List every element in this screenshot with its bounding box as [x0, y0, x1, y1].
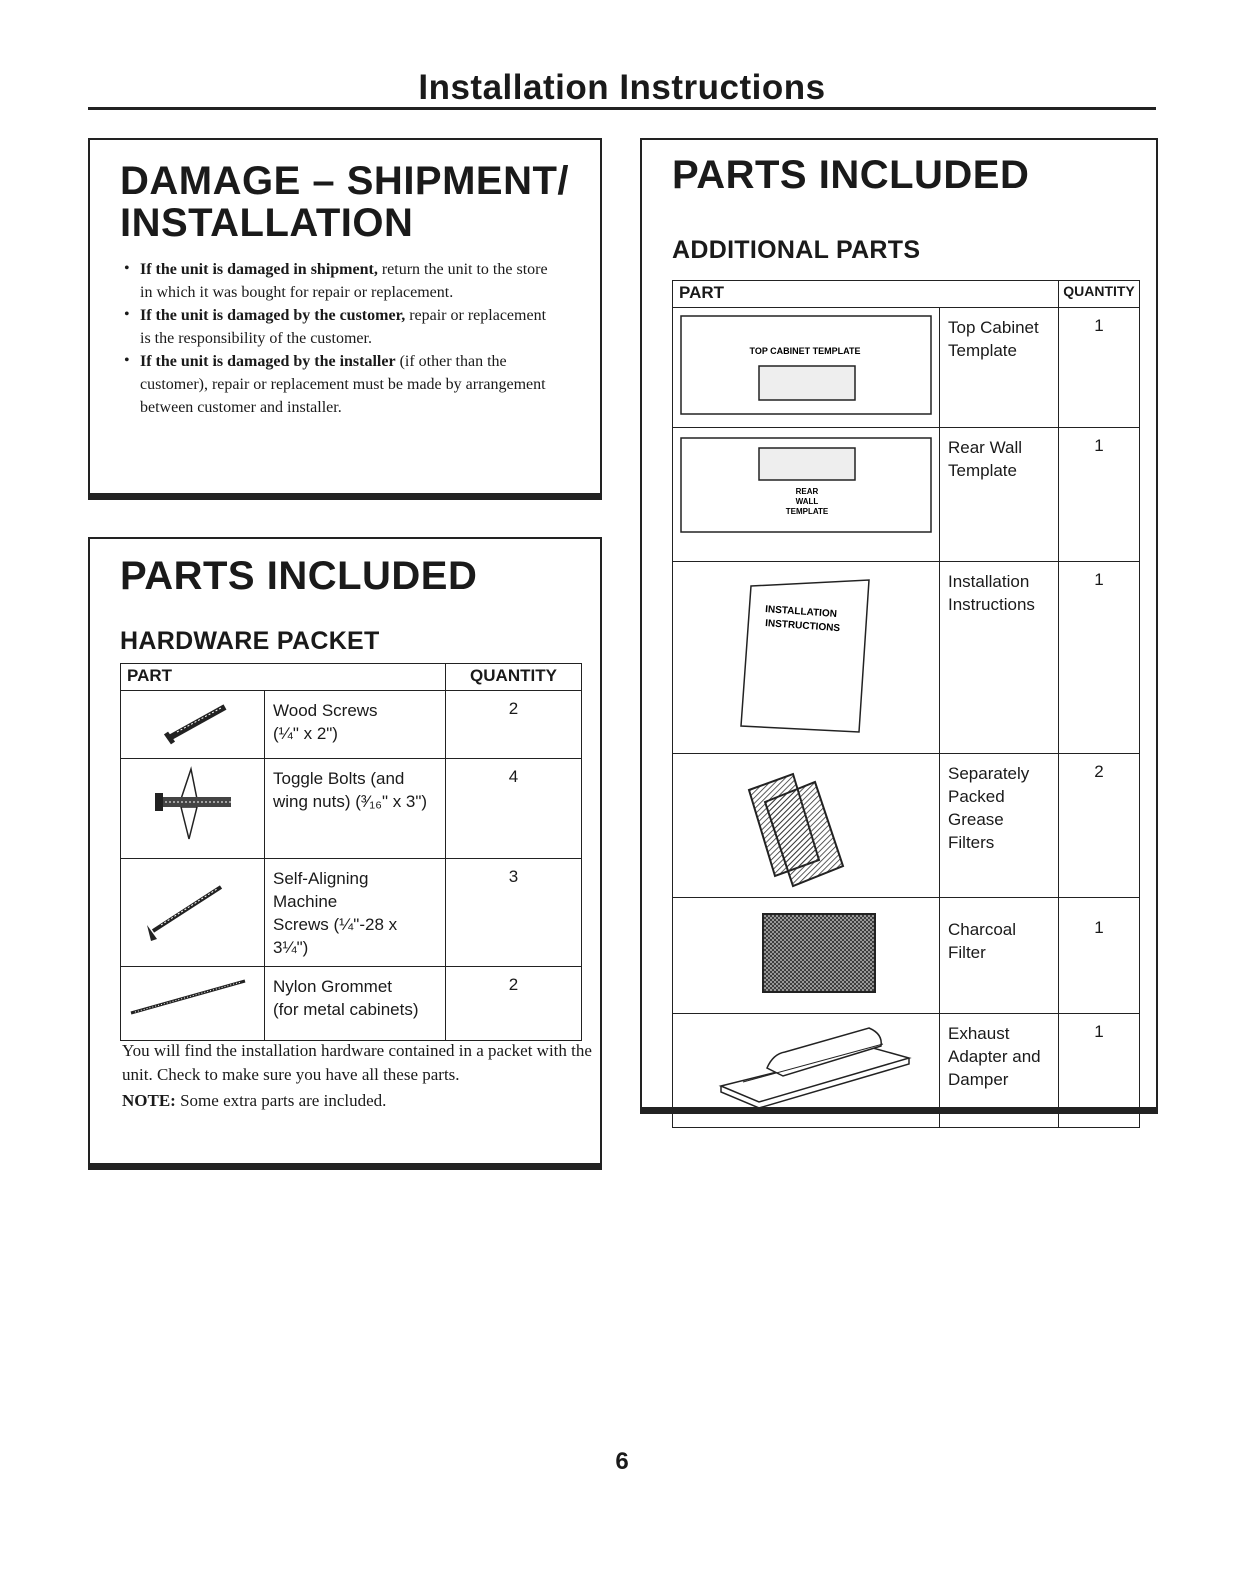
booklet-label-line: INSTALLATION: [764, 604, 838, 621]
part-illustration-cell: [673, 428, 940, 562]
wood-screw-icon: [121, 691, 264, 753]
table-row: [673, 898, 1140, 1014]
damage-bullet: • If the unit is damaged in shipment, return the unit to the store in which it was bought for repair or replacement.: [120, 258, 560, 304]
title-divider: [88, 107, 1156, 110]
template-label-line: TEMPLATE: [785, 507, 829, 516]
additional-subtitle: ADDITIONAL PARTS: [672, 236, 921, 264]
hardware-table: [120, 663, 582, 1041]
part-description: Separately Packed Grease Filters: [948, 764, 1030, 852]
toggle-bolt-icon: [121, 759, 264, 853]
part-description-cell: [940, 898, 1059, 1014]
charcoal-filter-icon: [673, 898, 939, 1008]
part-description: Wood Screws (¼" x 2"): [273, 701, 378, 743]
quantity-cell: [446, 859, 582, 967]
quantity-cell: [1059, 428, 1140, 562]
quantity-value: 2: [508, 699, 519, 718]
damage-title-line1: DAMAGE – SHIPMENT/: [120, 159, 570, 203]
quantity-value: 1: [1094, 918, 1104, 937]
additional-title: PARTS INCLUDED: [672, 153, 1030, 197]
quantity-cell: [1059, 308, 1140, 428]
damage-title-line2: INSTALLATION: [120, 201, 414, 245]
part-description-cell: [940, 428, 1059, 562]
part-illustration-cell: [121, 691, 265, 759]
col-part-header: PART: [121, 664, 446, 691]
quantity-value: 4: [508, 767, 519, 786]
quantity-cell: [446, 967, 582, 1041]
quantity-cell: [1059, 562, 1140, 754]
quantity-value: 1: [1094, 1022, 1104, 1041]
col-quantity-header: QUANTITY: [1059, 281, 1140, 308]
part-description: Installation Instructions: [948, 572, 1035, 614]
part-illustration-cell: [673, 308, 940, 428]
table-row: [121, 759, 582, 859]
quantity-cell: [446, 691, 582, 759]
table-row: [673, 754, 1140, 898]
part-description: Top Cabinet Template: [948, 318, 1039, 360]
grease-filters-icon: [673, 754, 939, 892]
part-illustration-cell: [121, 759, 265, 859]
page-number: 6: [615, 1448, 629, 1475]
part-description: Exhaust Adapter and Damper: [948, 1024, 1041, 1089]
part-description-cell: [265, 967, 446, 1041]
damage-bullet: • If the unit is damaged by the installer (if other than the customer), repair or replacement must be made by arrangement between customer and installer.: [120, 350, 560, 419]
table-row: [121, 691, 582, 759]
additional-box: [640, 138, 1158, 1114]
col-part-header: PART: [673, 281, 1059, 308]
booklet-label-line: INSTRUCTIONS: [764, 618, 841, 635]
table-row: [121, 859, 582, 967]
part-description: Charcoal Filter: [948, 920, 1017, 962]
template-label: TOP CABINET TEMPLATE: [749, 346, 861, 356]
part-description-cell: [940, 562, 1059, 754]
part-illustration-cell: [673, 1014, 940, 1128]
part-description: Self-Aligning Machine Screws (¼"-28 x 3¼"): [273, 869, 398, 957]
part-description-cell: [265, 691, 446, 759]
hardware-box: [88, 537, 602, 1170]
nylon-grommet-icon: [121, 967, 264, 1035]
table-row: [673, 308, 1140, 428]
quantity-value: 2: [1094, 762, 1104, 781]
damage-bullet-list: [120, 258, 560, 419]
template-label-line: WALL: [795, 497, 819, 506]
part-description-cell: [265, 859, 446, 967]
part-illustration-cell: [673, 562, 940, 754]
table-row: [673, 428, 1140, 562]
part-description: Nylon Grommet (for metal cabinets): [273, 977, 419, 1019]
quantity-value: 1: [1094, 316, 1104, 335]
exhaust-adapter-icon: [673, 1014, 939, 1122]
table-row: [673, 1014, 1140, 1128]
damage-box: [88, 138, 602, 500]
quantity-cell: [1059, 898, 1140, 1014]
part-illustration-cell: [121, 967, 265, 1041]
hardware-note-paragraph: You will find the installation hardware contained in a packet with the unit. Check to make sure you have all these parts.: [122, 1041, 592, 1084]
template-label-line: REAR: [795, 487, 819, 496]
damage-bullet: • If the unit is damaged by the customer, repair or replacement is the responsibility of the customer.: [120, 304, 560, 350]
part-illustration-cell: [673, 898, 940, 1014]
table-header-row: [121, 664, 582, 691]
quantity-cell: [1059, 1014, 1140, 1128]
machine-screw-icon: [121, 859, 264, 961]
additional-table: [672, 280, 1140, 1128]
part-illustration-cell: [121, 859, 265, 967]
quantity-value: 3: [508, 867, 519, 886]
installation-instructions-icon: [673, 562, 939, 748]
hardware-title: PARTS INCLUDED: [120, 554, 478, 598]
quantity-value: 1: [1094, 570, 1104, 589]
page-title: Installation Instructions: [418, 68, 826, 107]
quantity-value: 1: [1094, 436, 1104, 455]
top-cabinet-template-icon: [673, 308, 939, 422]
part-description-cell: [265, 759, 446, 859]
table-row: [121, 967, 582, 1041]
col-quantity-header: QUANTITY: [446, 664, 582, 691]
part-description-cell: [940, 1014, 1059, 1128]
part-description: Toggle Bolts (and wing nuts) (³⁄₁₆" x 3"): [273, 769, 428, 811]
quantity-value: 2: [508, 975, 519, 994]
hardware-subtitle: HARDWARE PACKET: [120, 627, 380, 655]
part-description: Rear Wall Template: [948, 438, 1022, 480]
quantity-cell: [446, 759, 582, 859]
part-description-cell: [940, 308, 1059, 428]
hardware-notes: [122, 1039, 592, 1113]
table-row: [673, 562, 1140, 754]
table-header-row: [673, 281, 1140, 308]
part-description-cell: [940, 754, 1059, 898]
rear-wall-template-icon: [673, 428, 939, 556]
quantity-cell: [1059, 754, 1140, 898]
part-illustration-cell: [673, 754, 940, 898]
damage-title: [120, 160, 569, 244]
hardware-note: NOTE: Some extra parts are included.: [122, 1091, 387, 1110]
